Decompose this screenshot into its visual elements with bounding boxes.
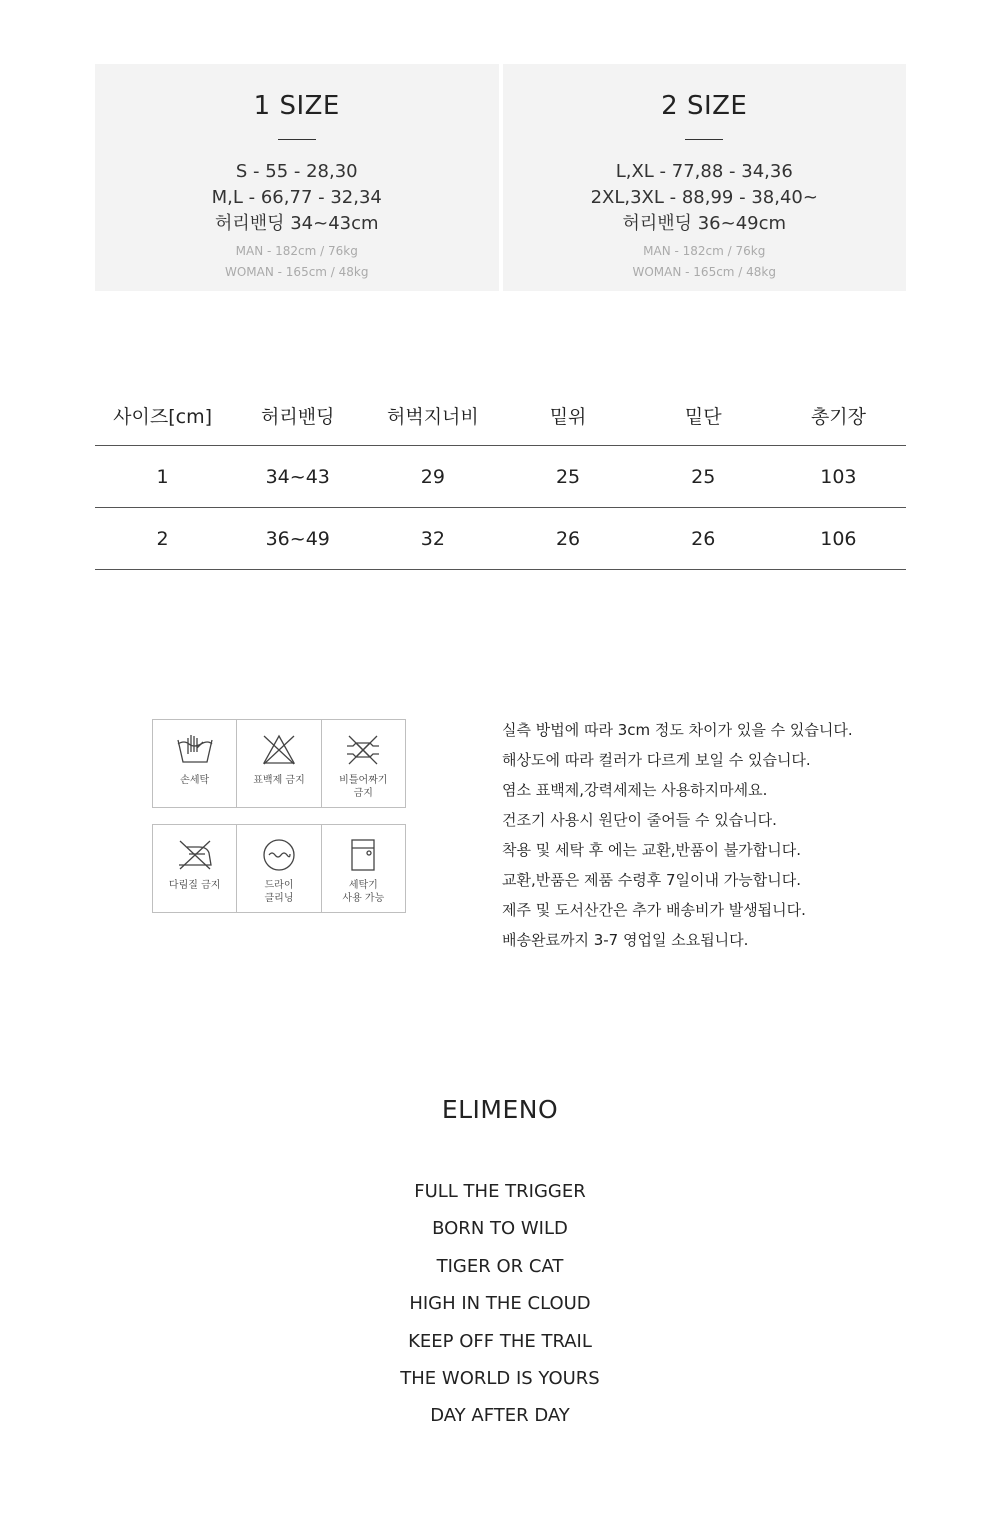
table-cell: 34~43 — [230, 446, 365, 508]
table-cell: 26 — [636, 508, 771, 570]
size-spec-line: 허리밴딩 34~43cm — [214, 213, 379, 234]
size-card-1 — [95, 64, 499, 291]
care-item-no-iron — [153, 825, 236, 912]
model-man-info: MAN - 182cm / 76kg — [235, 244, 358, 258]
dry-clean-icon — [259, 837, 299, 873]
list-item: 착용 및 세탁 후 에는 교환,반품이 불가합니다. — [502, 841, 801, 859]
size-card-title: 1 SIZE — [253, 91, 340, 121]
table-row — [95, 446, 906, 508]
model-woman-info: WOMAN - 165cm / 48kg — [224, 265, 369, 279]
slogan-list — [0, 1173, 1000, 1435]
table-cell: 106 — [771, 508, 906, 570]
table-cell: 25 — [500, 446, 635, 508]
no-iron-icon — [175, 837, 215, 873]
size-card-2 — [503, 64, 907, 291]
slogan: HIGH IN THE CLOUD — [409, 1293, 591, 1315]
slogan: BORN TO WILD — [432, 1218, 568, 1240]
table-cell: 25 — [636, 446, 771, 508]
table-cell: 2 — [95, 508, 230, 570]
column-header: 밑단 — [636, 385, 771, 446]
slogan: TIGER OR CAT — [436, 1255, 564, 1277]
care-notes-list — [502, 715, 922, 955]
slogan: KEEP OFF THE TRAIL — [408, 1330, 592, 1352]
table-cell: 29 — [365, 446, 500, 508]
size-spec-line: 2XL,3XL - 88,99 - 38,40~ — [590, 187, 818, 208]
hand-wash-icon — [175, 732, 215, 768]
list-item: 염소 표백제,강력세제는 사용하지마세요. — [502, 781, 768, 799]
list-item: 제주 및 도서산간은 추가 배송비가 발생됩니다. — [502, 901, 806, 919]
model-man-info: MAN - 182cm / 76kg — [643, 244, 766, 258]
column-header: 총기장 — [771, 385, 906, 446]
slogan: FULL THE TRIGGER — [414, 1181, 586, 1202]
care-item-no-wring — [321, 720, 405, 807]
care-symbols-grid — [152, 719, 406, 913]
brand-name: ELIMENO — [441, 1095, 559, 1124]
care-label: 손세탁 — [180, 775, 210, 786]
care-item-no-bleach — [236, 720, 320, 807]
size-cards — [95, 64, 906, 291]
care-item-hand-wash — [153, 720, 236, 807]
column-header: 밑위 — [500, 385, 635, 446]
slogan: DAY AFTER DAY — [430, 1405, 570, 1427]
divider — [278, 139, 316, 140]
table-cell: 32 — [365, 508, 500, 570]
column-header: 허리밴딩 — [230, 385, 365, 446]
measurement-table — [95, 385, 906, 570]
list-item: 해상도에 따라 컬러가 다르게 보일 수 있습니다. — [502, 751, 811, 769]
column-header: 사이즈[cm] — [95, 385, 230, 446]
table-cell: 26 — [500, 508, 635, 570]
size-spec-line: M,L - 66,77 - 32,34 — [211, 187, 382, 208]
care-label: 드라이 클리닝 — [264, 880, 294, 904]
column-header: 허벅지너비 — [365, 385, 500, 446]
no-bleach-icon — [259, 732, 299, 768]
washing-machine-icon — [343, 837, 383, 873]
size-spec-line: 허리밴딩 36~49cm — [622, 213, 787, 234]
care-label: 세탁기 사용 가능 — [342, 880, 385, 904]
size-spec-line: L,XL - 77,88 - 34,36 — [615, 161, 793, 182]
care-label: 다림질 금지 — [168, 880, 221, 891]
table-header-row — [95, 385, 906, 446]
list-item: 건조기 사용시 원단이 줄어들 수 있습니다. — [502, 811, 777, 829]
table-cell: 36~49 — [230, 508, 365, 570]
care-row — [152, 824, 406, 913]
size-card-title: 2 SIZE — [661, 91, 748, 121]
table-cell: 103 — [771, 446, 906, 508]
list-item: 실측 방법에 따라 3cm 정도 차이가 있을 수 있습니다. — [502, 721, 853, 739]
no-wring-icon — [343, 732, 383, 768]
table-row — [95, 508, 906, 570]
divider — [685, 139, 723, 140]
care-label: 표백제 금지 — [253, 775, 305, 786]
care-label: 비틀어짜기 금지 — [339, 775, 388, 799]
slogan: THE WORLD IS YOURS — [400, 1368, 600, 1390]
list-item: 배송완료까지 3-7 영업일 소요됩니다. — [502, 931, 749, 949]
table-cell: 1 — [95, 446, 230, 508]
care-row — [152, 719, 406, 808]
list-item: 교환,반품은 제품 수령후 7일이내 가능합니다. — [502, 871, 801, 889]
model-woman-info: WOMAN - 165cm / 48kg — [632, 265, 776, 279]
care-item-washing-machine — [321, 825, 405, 912]
size-spec-line: S - 55 - 28,30 — [235, 161, 358, 182]
care-item-dry-clean — [236, 825, 320, 912]
